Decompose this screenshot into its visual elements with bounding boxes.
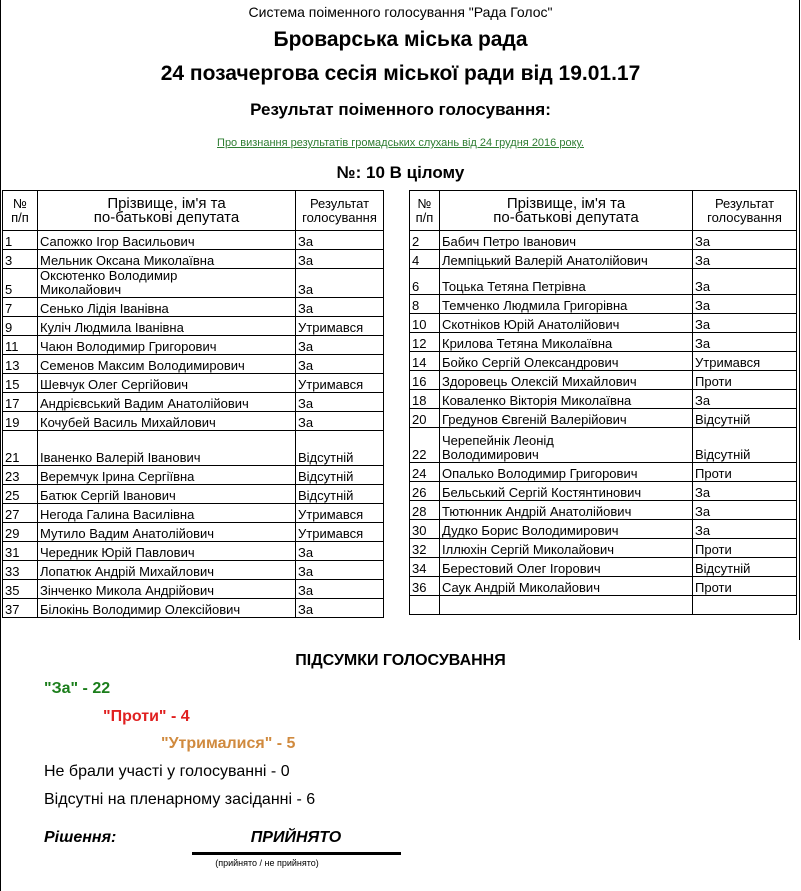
deputy-number: 22 [410, 428, 440, 463]
deputy-name: Бойко Сергій Олександрович [440, 352, 693, 371]
session-title: 24 позачергова сесія міської ради від 19.01.17 [160, 62, 641, 85]
deputy-number: 23 [3, 466, 38, 485]
deputy-number: 27 [3, 504, 38, 523]
vote-result: Відсутній [296, 466, 384, 485]
col-name-header-line1: Прізвище, ім'я та [107, 194, 226, 212]
deputy-number: 32 [410, 539, 440, 558]
col-name-header [38, 191, 296, 231]
deputy-name: Мутило Вадим Анатолійович [38, 523, 296, 542]
council-name: Броварська міська рада [273, 28, 528, 51]
col-name-header-line2: по-батькові депутата [93, 208, 240, 226]
col-result-header [296, 191, 384, 231]
table-row [410, 501, 797, 520]
deputy-number: 29 [3, 523, 38, 542]
table-header-row [3, 191, 384, 231]
deputy-name: Здоровець Олексій Михайлович [440, 371, 693, 390]
deputy-name: Лопатюк Андрій Михайлович [38, 561, 296, 580]
deputy-number: 1 [3, 231, 38, 250]
table-row [3, 485, 384, 504]
votes-table-right [409, 190, 797, 615]
deputy-name: Чередник Юрій Павлович [38, 542, 296, 561]
summary-absent: Відсутні на пленарному засіданні - 6 [44, 791, 316, 808]
summary-abstained-count: "Утрималися" - 5 [161, 735, 296, 752]
deputy-name: Бельський Сергій Костянтинович [440, 482, 693, 501]
deputy-number: 3 [3, 250, 38, 269]
votes-table-left [2, 190, 384, 618]
deputy-name: Веремчук Ірина Сергіївна [38, 466, 296, 485]
col-result-header-line2: голосування [302, 209, 377, 225]
col-number-header [410, 191, 440, 231]
vote-result: Проти [693, 463, 797, 482]
table-row [3, 542, 384, 561]
deputy-number: 33 [3, 561, 38, 580]
col-name-header-line2: по-батькові депутата [493, 208, 639, 226]
table-row [3, 269, 384, 298]
table-row [410, 333, 797, 352]
vote-result: За [693, 520, 797, 539]
vote-result: За [693, 295, 797, 314]
vote-result: За [296, 336, 384, 355]
deputy-number: 6 [410, 269, 440, 295]
col-number-header [3, 191, 38, 231]
table-row [410, 314, 797, 333]
table-row [410, 596, 797, 615]
vote-number: №: 10 В цілому [336, 163, 465, 182]
table-row [410, 428, 797, 463]
deputy-number: 13 [3, 355, 38, 374]
deputy-number: 19 [3, 412, 38, 431]
deputy-name: Тоцька Тетяна Петрівна [440, 269, 693, 295]
vote-result: Відсутній [693, 409, 797, 428]
decision-hint: (прийнято / не прийнято) [215, 858, 319, 868]
vote-result: За [296, 412, 384, 431]
deputy-number: 28 [410, 501, 440, 520]
deputy-name: Зінченко Микола Андрійович [38, 580, 296, 599]
summary-not-participated: Не брали участі у голосуванні - 0 [44, 763, 290, 780]
table-row [410, 539, 797, 558]
table-row [3, 317, 384, 336]
deputy-name: Семенов Максим Володимирович [38, 355, 296, 374]
vote-result: За [296, 355, 384, 374]
table-header-row [410, 191, 797, 231]
table-row [410, 231, 797, 250]
deputy-number: 10 [410, 314, 440, 333]
deputy-name: Бабич Петро Іванович [440, 231, 693, 250]
deputy-name: Мельник Оксана Миколаївна [38, 250, 296, 269]
deputy-name: Чаюн Володимир Григорович [38, 336, 296, 355]
table-row [3, 580, 384, 599]
summary-for-count: "За" - 22 [44, 680, 111, 697]
vote-result [693, 596, 797, 615]
deputy-name: Темченко Людмила Григорівна [440, 295, 693, 314]
deputy-name: Шевчук Олег Сергійович [38, 374, 296, 393]
table-row [3, 298, 384, 317]
table-row [410, 463, 797, 482]
deputy-number: 2 [410, 231, 440, 250]
deputy-name: Кочубей Василь Михайлович [38, 412, 296, 431]
deputy-name: Коваленко Вікторія Миколаївна [440, 390, 693, 409]
deputy-number: 21 [3, 431, 38, 466]
deputy-name: Берестовий Олег Ігорович [440, 558, 693, 577]
deputy-number: 11 [3, 336, 38, 355]
table-row [3, 231, 384, 250]
table-row [410, 482, 797, 501]
col-name-header-line1: Прізвище, ім'я та [506, 194, 626, 212]
table-row [3, 431, 384, 466]
vote-result: Відсутній [296, 485, 384, 504]
deputy-name [440, 428, 693, 463]
deputy-number: 4 [410, 250, 440, 269]
vote-result: За [693, 390, 797, 409]
col-number-header-line1: № [417, 195, 432, 211]
system-name: Система поіменного голосування "Рада Голос" [248, 4, 553, 20]
col-result-header [693, 191, 797, 231]
table-row [410, 371, 797, 390]
deputy-number: 17 [3, 393, 38, 412]
deputy-number: 7 [3, 298, 38, 317]
col-number-header-line2: п/п [415, 209, 434, 225]
table-row [3, 599, 384, 618]
table-row [3, 504, 384, 523]
vote-result: Відсутній [693, 428, 797, 463]
deputy-number: 8 [410, 295, 440, 314]
deputy-number: 9 [3, 317, 38, 336]
deputy-name: Іллюхін Сергій Миколайович [440, 539, 693, 558]
deputy-number: 25 [3, 485, 38, 504]
vote-result: За [693, 269, 797, 295]
table-row [3, 393, 384, 412]
deputy-name: Саук Андрій Миколайович [440, 577, 693, 596]
vote-result: За [296, 231, 384, 250]
vote-result: Відсутній [693, 558, 797, 577]
decision-value: ПРИЙНЯТО [250, 829, 342, 846]
deputy-number: 24 [410, 463, 440, 482]
results-title: Результат поіменного голосування: [250, 100, 551, 119]
table-row [410, 409, 797, 428]
vote-result: За [693, 501, 797, 520]
vote-result: За [296, 298, 384, 317]
vote-result: Проти [693, 539, 797, 558]
deputy-number: 14 [410, 352, 440, 371]
deputy-name: Іваненко Валерій Іванович [38, 431, 296, 466]
table-row [410, 390, 797, 409]
deputy-name: Білокінь Володимир Олексійович [38, 599, 296, 618]
table-row [3, 466, 384, 485]
decision-underline [192, 852, 401, 855]
vote-result: За [693, 314, 797, 333]
table-row [3, 355, 384, 374]
vote-result: За [296, 269, 384, 298]
deputy-number: 37 [3, 599, 38, 618]
deputy-number: 34 [410, 558, 440, 577]
deputy-number: 18 [410, 390, 440, 409]
page-border-left [0, 0, 1, 891]
page-border-right [799, 0, 800, 640]
vote-result: За [296, 580, 384, 599]
deputy-number: 31 [3, 542, 38, 561]
vote-result: Відсутній [296, 431, 384, 466]
deputy-name: Батюк Сергій Іванович [38, 485, 296, 504]
vote-result: Утримався [296, 374, 384, 393]
deputy-name: Дудко Борис Володимирович [440, 520, 693, 539]
col-name-header [440, 191, 693, 231]
deputy-number: 36 [410, 577, 440, 596]
table-row [410, 269, 797, 295]
col-number-header-line1: № [13, 195, 27, 211]
deputy-number: 26 [410, 482, 440, 501]
table-row [3, 250, 384, 269]
vote-result: Утримався [693, 352, 797, 371]
vote-result: За [693, 250, 797, 269]
vote-result: Утримався [296, 523, 384, 542]
vote-result: За [296, 250, 384, 269]
table-row [410, 558, 797, 577]
vote-result: Проти [693, 371, 797, 390]
deputy-name-text: Черепейнік Леонід Володимирович [442, 433, 554, 462]
deputy-name: Сенько Лідія Іванівна [38, 298, 296, 317]
deputy-number: 30 [410, 520, 440, 539]
decision-label: Рішення: [44, 829, 117, 846]
deputy-name [440, 596, 693, 615]
deputy-name: Негода Галина Василівна [38, 504, 296, 523]
deputy-number: 5 [3, 269, 38, 298]
deputy-name: Куліч Людмила Іванівна [38, 317, 296, 336]
deputy-name: Гредунов Євгеній Валерійович [440, 409, 693, 428]
col-number-header-line2: п/п [11, 209, 29, 225]
col-result-header-line1: Результат [309, 195, 370, 211]
table-row [410, 352, 797, 371]
col-result-header-line2: голосування [707, 209, 782, 225]
deputy-name: Сапожко Ігор Васильович [38, 231, 296, 250]
deputy-number: 16 [410, 371, 440, 390]
vote-result: За [296, 393, 384, 412]
deputy-name [38, 269, 296, 298]
deputy-number: 12 [410, 333, 440, 352]
deputy-name: Лемпіцький Валерій Анатолійович [440, 250, 693, 269]
vote-result: За [693, 482, 797, 501]
table-row [3, 412, 384, 431]
deputy-number: 20 [410, 409, 440, 428]
col-result-header-line1: Результат [714, 195, 775, 211]
deputy-name: Андрієвський Вадим Анатолійович [38, 393, 296, 412]
deputy-number: 35 [3, 580, 38, 599]
vote-result: Утримався [296, 504, 384, 523]
agenda-subject-link[interactable]: Про визнання результатів громадських слухань від 24 грудня 2016 року. [217, 137, 584, 149]
summary-title: ПІДСУМКИ ГОЛОСУВАННЯ [295, 652, 506, 669]
table-row [3, 336, 384, 355]
table-row [410, 250, 797, 269]
deputy-number [410, 596, 440, 615]
summary-against-count: "Проти" - 4 [103, 708, 190, 725]
deputy-number: 15 [3, 374, 38, 393]
deputy-name: Крилова Тетяна Миколаївна [440, 333, 693, 352]
table-row [410, 295, 797, 314]
vote-result: За [296, 599, 384, 618]
table-row [3, 523, 384, 542]
table-row [3, 374, 384, 393]
vote-result: За [693, 333, 797, 352]
vote-result: За [693, 231, 797, 250]
vote-result: Утримався [296, 317, 384, 336]
deputy-name: Опалько Володимир Григорович [440, 463, 693, 482]
vote-result: За [296, 561, 384, 580]
vote-result: Проти [693, 577, 797, 596]
table-row [410, 577, 797, 596]
table-row [410, 520, 797, 539]
deputy-name: Скотніков Юрій Анатолійович [440, 314, 693, 333]
deputy-name-text: Оксютенко Володимир Миколайович [40, 268, 178, 297]
table-row [3, 561, 384, 580]
vote-result: За [296, 542, 384, 561]
deputy-name: Тютюнник Андрій Анатолійович [440, 501, 693, 520]
